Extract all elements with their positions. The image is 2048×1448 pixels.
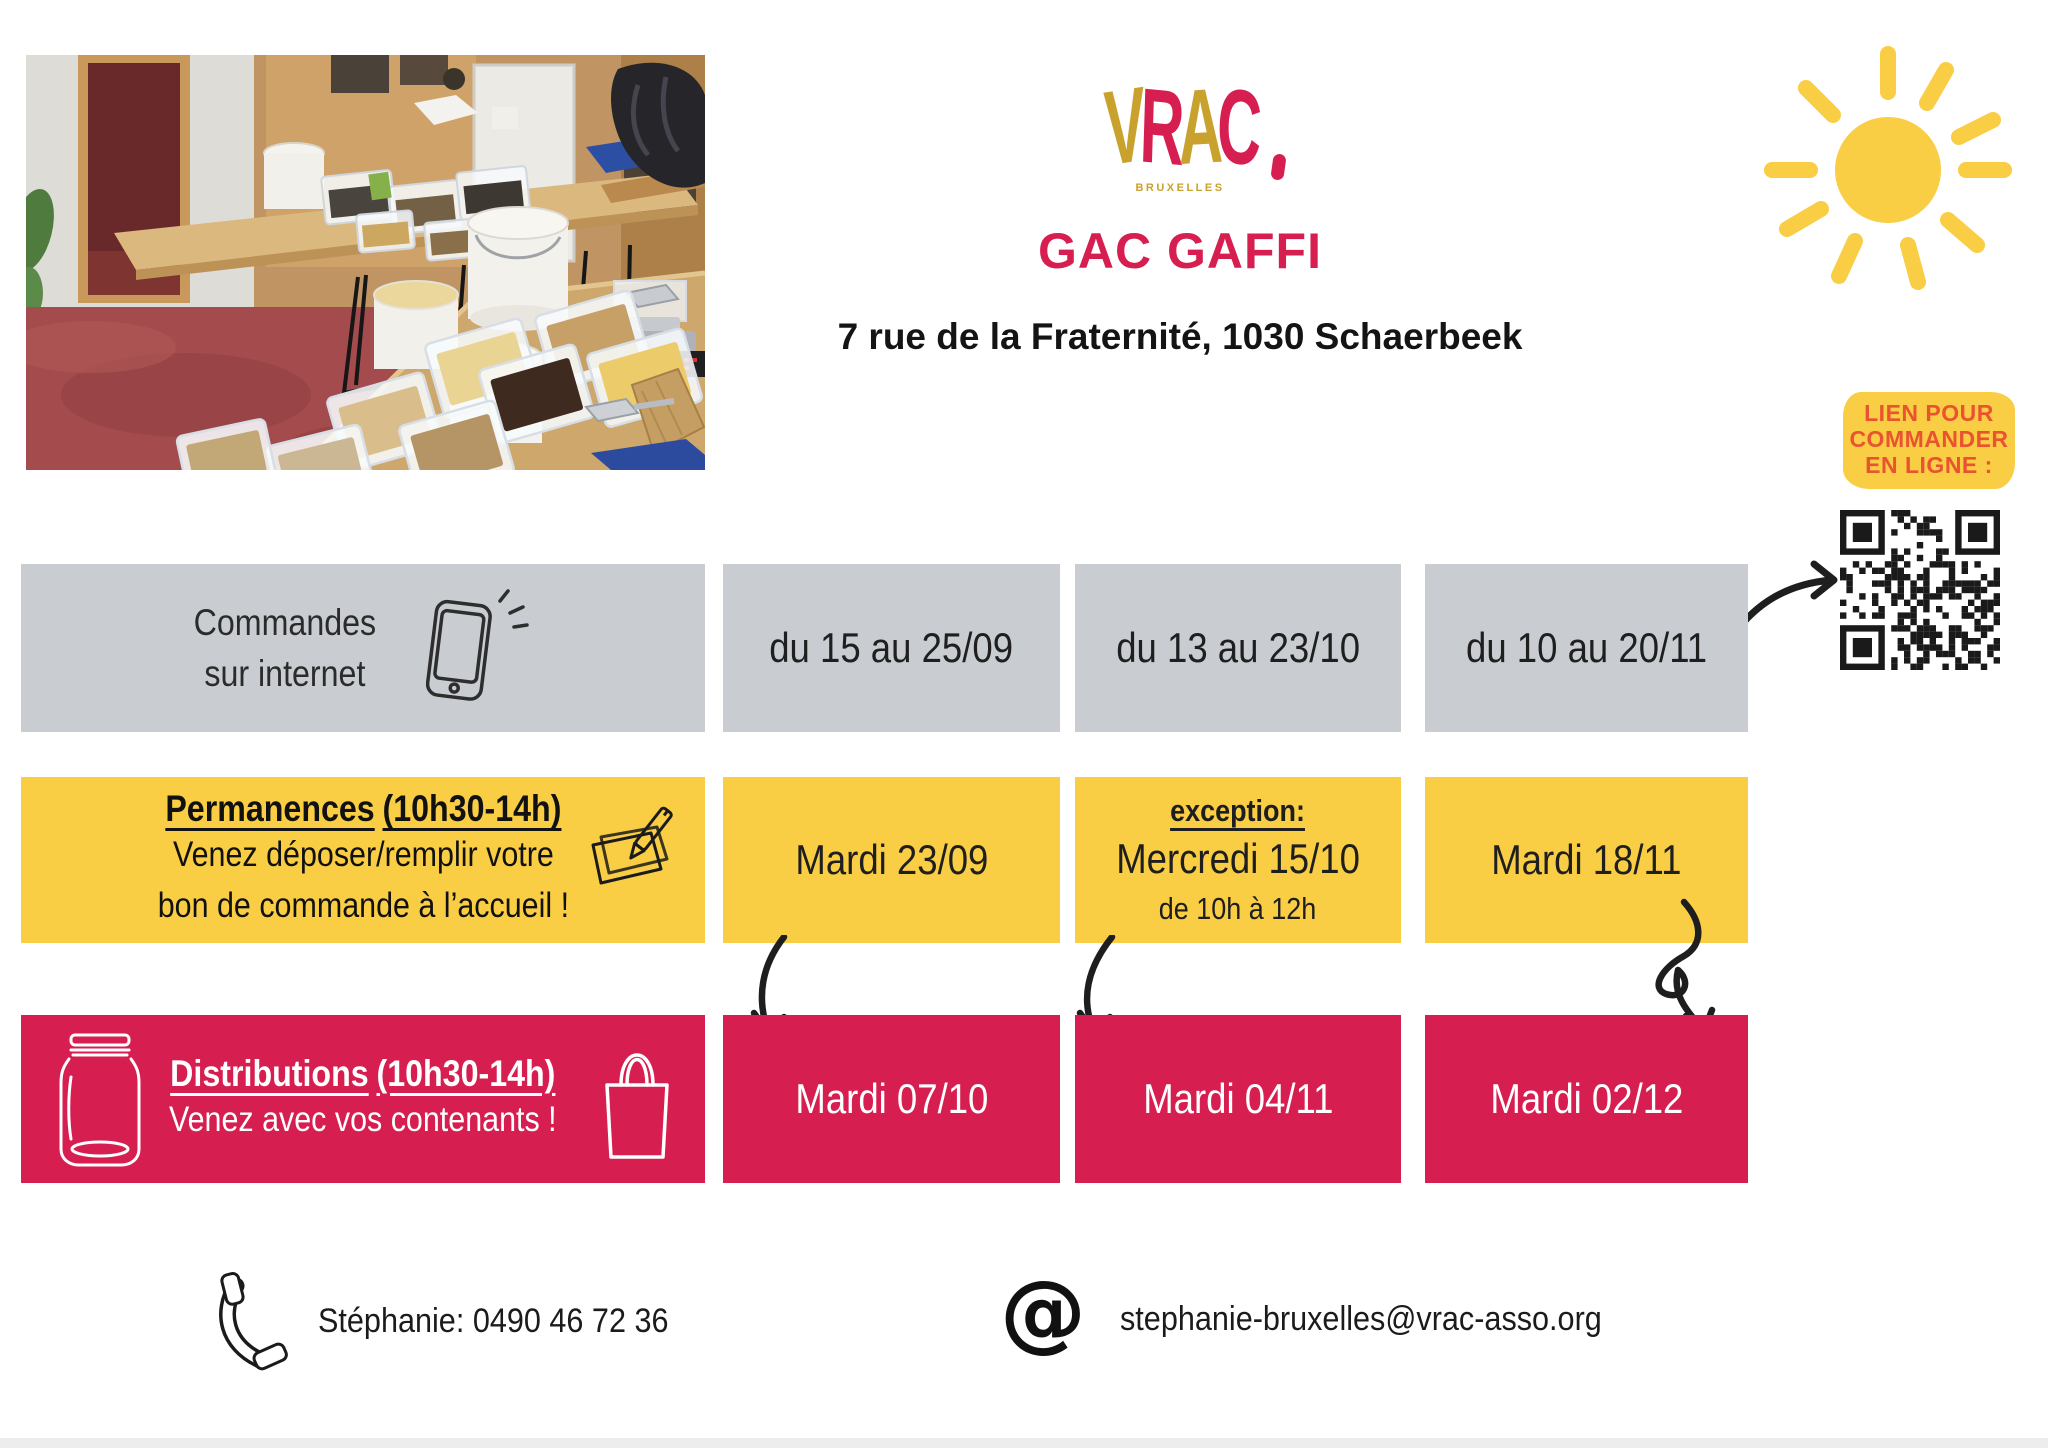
contact-email: stephanie-bruxelles@vrac-asso.org <box>1120 1300 1602 1338</box>
pencil-paper-icon <box>579 803 691 915</box>
bulk-food-photo <box>26 55 705 470</box>
cell-distributions-date-2 <box>1075 1015 1401 1183</box>
distributions-title-line <box>169 1053 557 1095</box>
logo-subtitle: BRUXELLES <box>1135 182 1225 194</box>
internet-label-line2: sur internet <box>204 653 366 694</box>
permanences-hours: (10h30-14h) <box>382 788 562 830</box>
logo-letter-c: C <box>1214 65 1258 189</box>
cell-distributions-date-1 <box>723 1015 1060 1183</box>
cell-internet-period-2 <box>1075 564 1401 732</box>
permanences-title-line <box>157 788 568 830</box>
internet-label-text <box>194 597 376 699</box>
photo-illustration <box>26 55 705 470</box>
permanences-note-line1: Venez déposer/remplir votre <box>172 835 554 875</box>
internet-period-2: du 13 au 23/10 <box>1116 624 1360 671</box>
qr-code <box>1840 510 2000 670</box>
distributions-date-2: Mardi 04/11 <box>1142 1075 1334 1122</box>
badge-line-3: EN LIGNE : <box>1865 451 1993 478</box>
page-bottom-edge <box>0 1438 2048 1448</box>
distributions-hours: (10h30-14h) <box>376 1052 556 1094</box>
distributions-note-line1: Venez avec vos contenants ! <box>169 1099 557 1139</box>
permanences-date-3: Mardi 18/11 <box>1491 836 1682 883</box>
tote-bag-icon <box>601 1039 673 1163</box>
logo-letter-a: A <box>1177 66 1219 188</box>
smartphone-icon <box>426 589 546 707</box>
permanences-note-line2: bon de commande à l’accueil ! <box>157 886 569 925</box>
vrac-logo <box>1040 65 1320 194</box>
badge-line-2: COMMANDER <box>1849 425 2009 452</box>
distributions-date-1: Mardi 07/10 <box>795 1075 988 1122</box>
address-line: 7 rue de la Fraternité, 1030 Schaerbeek <box>837 316 1523 357</box>
permanences-date-2: Mercredi 15/10 <box>1116 835 1360 882</box>
internet-period-3: du 10 au 20/11 <box>1465 624 1708 671</box>
badge-line-1: LIEN POUR <box>1864 400 1994 426</box>
order-online-badge <box>1843 392 2015 489</box>
internet-label-line1: Commandes <box>193 601 377 643</box>
permanences-date-2-hours: de 10h à 12h <box>1159 891 1317 926</box>
logo-letter-v: V <box>1101 65 1143 189</box>
permanences-label-text <box>157 788 568 932</box>
permanences-date-1: Mardi 23/09 <box>795 836 988 883</box>
logo-letter-r: R <box>1137 66 1181 188</box>
cell-permanences-date-1 <box>723 777 1060 943</box>
cell-internet-period-3 <box>1425 564 1748 732</box>
distributions-title: Distributions <box>170 1052 369 1094</box>
jar-icon <box>57 1033 143 1169</box>
cell-permanences-label <box>21 777 705 943</box>
page-title: GAC GAFFI <box>1038 223 1322 279</box>
cell-internet-label <box>21 564 705 732</box>
cell-distributions-date-3 <box>1425 1015 1748 1183</box>
at-icon: @ <box>1000 1262 1086 1362</box>
permanences-title: Permanences <box>164 788 375 830</box>
logo-exclamation-bar <box>1270 153 1286 181</box>
contact-phone: Stéphanie: 0490 46 72 36 <box>318 1302 669 1340</box>
permanences-exception-label: exception: <box>1170 793 1306 828</box>
internet-period-1: du 15 au 25/09 <box>769 624 1014 671</box>
distributions-label-text <box>169 1053 557 1146</box>
cell-internet-period-1 <box>723 564 1060 732</box>
sun-icon <box>1752 40 2048 320</box>
cell-distributions-label <box>21 1015 705 1183</box>
phone-handset-icon <box>212 1270 302 1374</box>
distributions-date-3: Mardi 02/12 <box>1490 1075 1683 1122</box>
cell-permanences-date-2 <box>1075 777 1401 943</box>
